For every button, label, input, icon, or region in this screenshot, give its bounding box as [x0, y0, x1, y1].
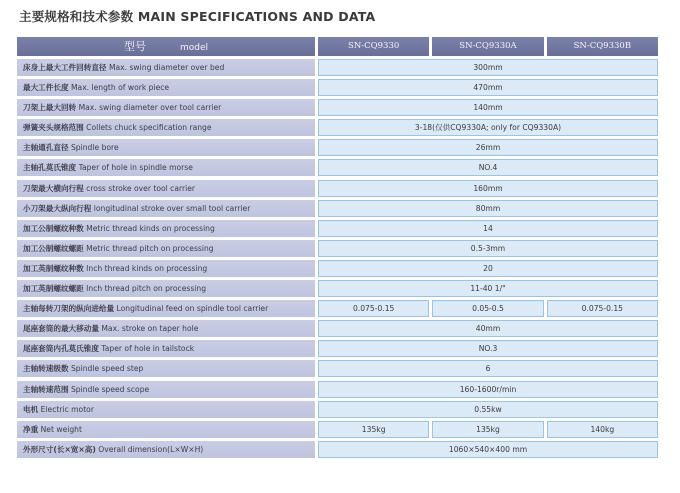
- spec-value-cells: [318, 139, 658, 156]
- spec-label-en: Metric thread kinds on processing: [86, 223, 215, 233]
- spec-label-en: Electric motor: [40, 404, 94, 414]
- table-row: [17, 401, 658, 418]
- spec-label-zh: 加工公制螺纹螺距: [23, 243, 84, 253]
- spec-label-en: longitudinal stroke over small tool carrier: [93, 203, 251, 213]
- table-row: [17, 421, 658, 438]
- page-title: 主要规格和技术参数 MAIN SPECIFICATIONS AND DATA: [19, 9, 376, 24]
- model-header-zh: 型号: [123, 40, 146, 53]
- spec-label-en: Inch thread pitch on processing: [86, 284, 207, 294]
- spec-value-cells: [318, 99, 658, 116]
- spec-value-cells: [318, 381, 658, 398]
- spec-value-cell: 140kg: [547, 421, 658, 438]
- spec-label-zh: 主轴通孔直径: [23, 143, 69, 153]
- spec-value-cells: [318, 220, 658, 237]
- table-body: [17, 59, 658, 458]
- model-header-cell: SN-CQ9330: [318, 37, 429, 56]
- spec-value-cell: 1060×540×400 mm: [318, 441, 658, 458]
- spec-label-en: Taper of hole in spindle morse: [78, 163, 193, 173]
- spec-value-cell: 0.05-0.5: [432, 300, 543, 317]
- spec-label-en: Taper of hole in tailstock: [101, 344, 195, 354]
- spec-label-zh: 外形尺寸(长×宽×高): [23, 444, 96, 454]
- spec-label: [17, 200, 315, 217]
- spec-value-cell: 135kg: [432, 421, 543, 438]
- table-row: [17, 79, 658, 96]
- table-row: [17, 360, 658, 377]
- spec-value-cell: 0.075-0.15: [318, 300, 429, 317]
- spec-value-cell: NO.4: [318, 159, 658, 176]
- spec-value-cells: [318, 59, 658, 76]
- spec-label-en: Overall dimension(L×W×H): [98, 444, 204, 454]
- table-header-row: [17, 37, 658, 56]
- table-row: [17, 240, 658, 257]
- model-header-cell: SN-CQ9330A: [432, 37, 543, 56]
- spec-label-zh: 加工公制螺纹种数: [23, 223, 84, 233]
- spec-value-cell: 470mm: [318, 79, 658, 96]
- spec-value-cell: 0.075-0.15: [547, 300, 658, 317]
- spec-label-zh: 主轴每转刀架的纵向进给量: [23, 304, 115, 314]
- spec-label-en: cross stroke over tool carrier: [86, 183, 196, 193]
- spec-value-cell: 26mm: [318, 139, 658, 156]
- spec-label-zh: 小刀架最大纵向行程: [23, 203, 92, 213]
- spec-value-cell: 80mm: [318, 200, 658, 217]
- spec-value-cell: 40mm: [318, 320, 658, 337]
- spec-label-en: Spindle speed scope: [70, 384, 150, 394]
- spec-value-cells: [318, 180, 658, 197]
- spec-label-en: Max. stroke on taper hole: [101, 324, 199, 334]
- spec-label: [17, 320, 315, 337]
- spec-label-en: Spindle bore: [70, 143, 119, 153]
- spec-label-zh: 刀架上最大回转: [23, 103, 77, 113]
- spec-label: [17, 421, 315, 438]
- spec-label-zh: 弹簧夹头规格范围: [23, 123, 84, 133]
- spec-value-cells: [318, 421, 658, 438]
- spec-label: [17, 401, 315, 418]
- spec-label: [17, 280, 315, 297]
- spec-value-cells: [318, 200, 658, 217]
- spec-label-en: Net weight: [40, 424, 82, 434]
- spec-value-cells: [318, 320, 658, 337]
- spec-label: [17, 79, 315, 96]
- spec-value-cell: 14: [318, 220, 658, 237]
- spec-value-cells: [318, 280, 658, 297]
- model-header-cells: [318, 37, 658, 56]
- model-header-en: model: [179, 43, 209, 53]
- table-row: [17, 340, 658, 357]
- spec-label-en: Spindle speed step: [70, 364, 144, 374]
- table-row: [17, 381, 658, 398]
- spec-label: [17, 381, 315, 398]
- spec-label-en: Inch thread kinds on processing: [86, 263, 208, 273]
- spec-label: [17, 159, 315, 176]
- spec-label-zh: 加工英制螺纹螺距: [23, 284, 84, 294]
- spec-value-cell: 3-18(仅供CQ9330A; only for CQ9330A): [318, 119, 658, 136]
- table-row: [17, 119, 658, 136]
- spec-label: [17, 340, 315, 357]
- table-row: [17, 159, 658, 176]
- spec-label-zh: 电机: [23, 404, 39, 414]
- spec-label: [17, 99, 315, 116]
- spec-value-cell: 135kg: [318, 421, 429, 438]
- spec-label-en: Metric thread pitch on processing: [86, 243, 214, 253]
- spec-label-zh: 最大工件长度: [23, 83, 69, 93]
- spec-label: [17, 300, 315, 317]
- spec-label-zh: 尾座套筒的最大移动量: [23, 324, 99, 334]
- spec-value-cells: [318, 240, 658, 257]
- spec-label-zh: 尾座套筒内孔莫氏锥度: [23, 344, 99, 354]
- spec-label-zh: 床身上最大工件回转直径: [23, 63, 107, 72]
- spec-label: [17, 260, 315, 277]
- spec-label-en: Collets chuck specification range: [86, 123, 212, 133]
- spec-label-zh: 刀架最大横向行程: [23, 183, 84, 193]
- spec-label: [17, 139, 315, 156]
- spec-value-cell: 6: [318, 360, 658, 377]
- table-row: [17, 260, 658, 277]
- model-header-label: [17, 37, 315, 56]
- spec-value-cells: [318, 300, 658, 317]
- spec-label: [17, 59, 315, 76]
- spec-value-cell: 0.5-3mm: [318, 240, 658, 257]
- spec-label: [17, 119, 315, 136]
- model-header-cell: SN-CQ9330B: [547, 37, 658, 56]
- spec-value-cells: [318, 360, 658, 377]
- table-row: [17, 300, 658, 317]
- spec-value-cell: 11-40 1/": [318, 280, 658, 297]
- spec-label: [17, 240, 315, 257]
- spec-value-cells: [318, 79, 658, 96]
- spec-label: [17, 180, 315, 197]
- spec-label-en: Longitudinal feed on spindle tool carrier: [116, 304, 269, 314]
- spec-value-cell: 140mm: [318, 99, 658, 116]
- spec-label-zh: 主轴转速级数: [23, 364, 69, 374]
- table-row: [17, 320, 658, 337]
- spec-value-cell: NO.3: [318, 340, 658, 357]
- spec-value-cells: [318, 441, 658, 458]
- spec-label: [17, 220, 315, 237]
- spec-value-cells: [318, 401, 658, 418]
- table-row: [17, 441, 658, 458]
- spec-value-cells: [318, 340, 658, 357]
- table-row: [17, 200, 658, 217]
- spec-value-cell: 300mm: [318, 59, 658, 76]
- spec-label-zh: 加工英制螺纹种数: [23, 263, 84, 273]
- spec-label-en: Max. swing diameter over tool carrier: [78, 103, 222, 113]
- spec-value-cell: 160-1600r/min: [318, 381, 658, 398]
- table-row: [17, 220, 658, 237]
- table-row: [17, 180, 658, 197]
- spec-value-cells: [318, 260, 658, 277]
- spec-label-zh: 主轴转速范围: [23, 384, 69, 394]
- specifications-table: [17, 37, 658, 461]
- spec-value-cells: [318, 159, 658, 176]
- table-row: [17, 99, 658, 116]
- spec-value-cell: 0.55kw: [318, 401, 658, 418]
- spec-value-cells: [318, 119, 658, 136]
- table-row: [17, 139, 658, 156]
- spec-label: [17, 441, 315, 458]
- spec-value-cell: 20: [318, 260, 658, 277]
- table-row: [17, 280, 658, 297]
- spec-label-en: Max. length of work piece: [70, 83, 170, 93]
- table-row: [17, 59, 658, 76]
- spec-value-cell: 160mm: [318, 180, 658, 197]
- spec-label-zh: 净重: [23, 424, 39, 434]
- spec-label: [17, 360, 315, 377]
- spec-label-en: Max. swing diameter over bed: [108, 63, 225, 72]
- spec-label-zh: 主轴孔莫氏锥度: [23, 163, 77, 173]
